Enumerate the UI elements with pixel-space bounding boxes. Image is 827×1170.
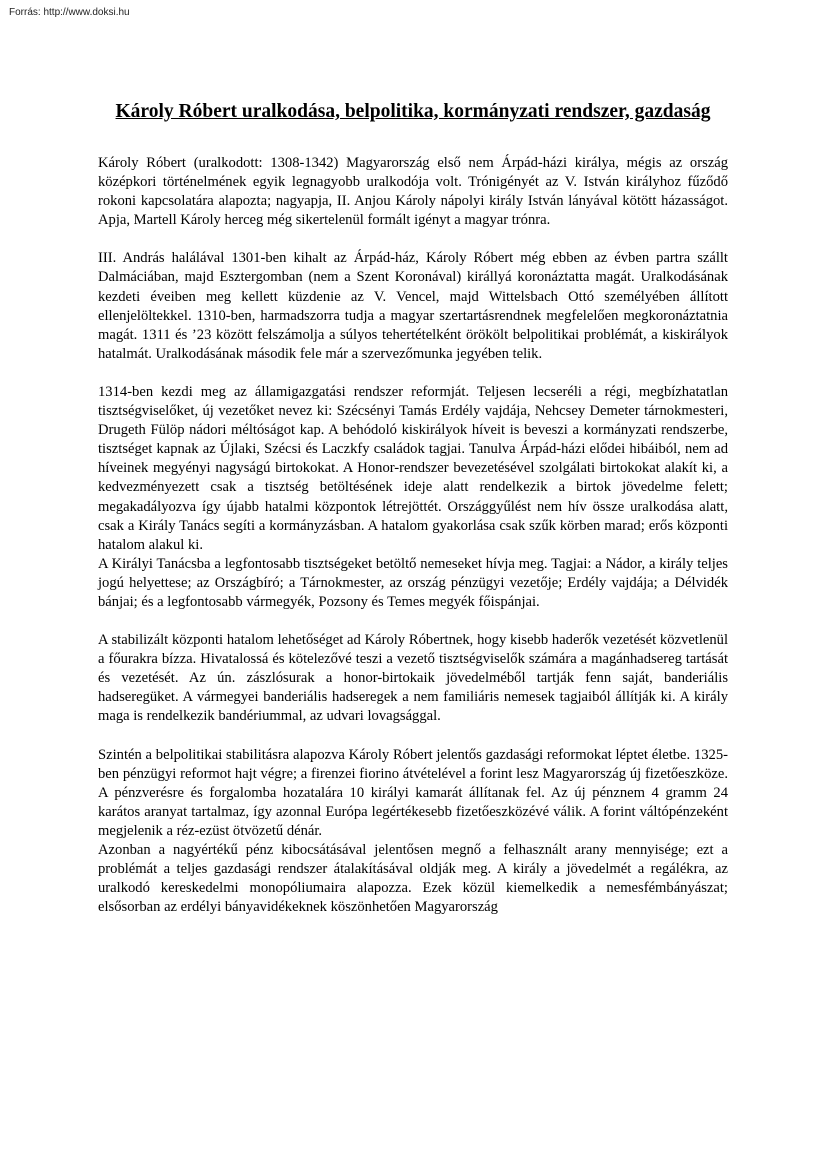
source-label: Forrás: http://www.doksi.hu — [9, 7, 130, 18]
document-title: Károly Róbert uralkodása, belpolitika, kormányzati rendszer, gazdaság — [115, 101, 711, 122]
paragraph-7: Azonban a nagyértékű pénz kibocsátásával jelentősen megnő a felhasznált arany mennyisége; ezt a problémát a teljes gazdasági rendszer átalakításával oldják meg. A király a jövedelmét a regálékra, az uralkodó kereskedelmi monopóliumaira alapozza. Ezek közül kiemelkedik a nemesfémbányászat; elsősorban az erdélyi bányavidékeknek köszönhetően Magyarország — [98, 842, 728, 916]
paragraph-4: A Királyi Tanácsba a legfontosabb tisztségeket betöltő nemeseket hívja meg. Tagjai: a Nádor, a király teljes jogú helyettese; az Országbíró; a Tárnokmester, az ország pénzügyi vezetője; Erdély vajdája; a Délvidék bánjai; és a legfontosabb vármegyék, Pozsony és Temes megyék főispánjai. — [98, 555, 728, 610]
paragraph-1: Károly Róbert (uralkodott: 1308-1342) Magyarország első nem Árpád-házi királya, mégis az ország középkori történelmének egyik legnagyobb uralkodója volt. Trónigényét az V. István királyhoz fűződő rokoni kapcsolatára alapozta; nagyapja, II. Anjou Károly nápolyi király István lányával kötött házasságot. Apja, Martell Károly herceg még sikertelenül formált igényt a magyar trónra. — [98, 155, 728, 229]
paragraph-2: III. András halálával 1301-ben kihalt az Árpád-ház, Károly Róbert még ebben az évben partra szállt Dalmáciában, majd Esztergomban (nem a Szent Koronával) királlyá koronáztatta magát. Uralkodásának kezdeti éveiben meg kellett küzdenie az V. Vencel, majd Wittelsbach Ottó személyében állított ellenjelöltekkel. 1310-ben, harmadszorra tudja a magyar szertartásrendnek megfelelően megkoronáztatnia magát. 1311 és ’23 között felszámolja a súlyos tehertételként örökölt belpolitikai problémát, a kiskirályok hatalmát. Uralkodásának második fele már a szervezőmunka jegyében telik. — [98, 250, 728, 362]
paragraph-3: 1314-ben kezdi meg az államigazgatási rendszer reformját. Teljesen lecseréli a régi, megbízhatatlan tisztségviselőket, új vezetőket nevez ki: Szécsényi Tamás Erdély vajdája, Nehcsey Demeter tárnokmesteri, Drugeth Fülöp nádori méltóságot kap. A behódoló kiskirályok híveit is beveszi a kormányzati rendszerbe, tisztséget kapnak az Újlaki, Szécsi és Laczkfy családok tagjai. Tanulva Árpád-házi elődei hibáiból, nem ad híveinek megyényi nagyságú birtokokat. A Honor-rendszer bevezetésével szolgálati birtokokat alakít ki, a kedvezményezett csak a tisztség betöltésének ideje alatt rendelkezik a birtok jövedelme felett; megakadályozva így újabb hatalmi központok létrejöttét. Országgyűlést nem hív össze uralkodása alatt, csak a Király Tanács segíti a kormányzásban. A hatalom gyakorlása csak szűk körben marad; erős központi hatalom alakul ki. — [98, 383, 728, 553]
document-page — [98, 100, 728, 917]
paragraph-5: A stabilizált központi hatalom lehetőséget ad Károly Róbertnek, hogy kisebb haderők vezetését közvetlenül a főurakra bízza. Hivatalossá és kötelezővé teszi a vezető tisztségviselők számára a magánhadsereg tartását és vezetését. Az ún. zászlósurak a honor-birtokaik jövedelméből tartják fenn saját, banderiális hadseregüket. A vármegyei banderiális hadseregek a nem familiáris nemesek tagjaiból állítják ki. A király maga is rendelkezik bandériummal, az udvari lovagsággal. — [98, 632, 728, 725]
paragraph-6: Szintén a belpolitikai stabilitásra alapozva Károly Róbert jelentős gazdasági reformokat léptet életbe. 1325-ben pénzügyi reformot hajt végre; a firenzei fiorino átvételével a forint lesz Magyarország új fizetőeszköze. A pénzverésre és forgalomba hozatalára 10 királyi kamarát állítanak fel. Az új pénznem 4 gramm 24 karátos aranyat tartalmaz, így azonnal Európa legértékesebb fizetőeszközévé válik. A forint váltópénzeként megjelenik a réz-ezüst ötvözetű dénár. — [98, 746, 728, 839]
